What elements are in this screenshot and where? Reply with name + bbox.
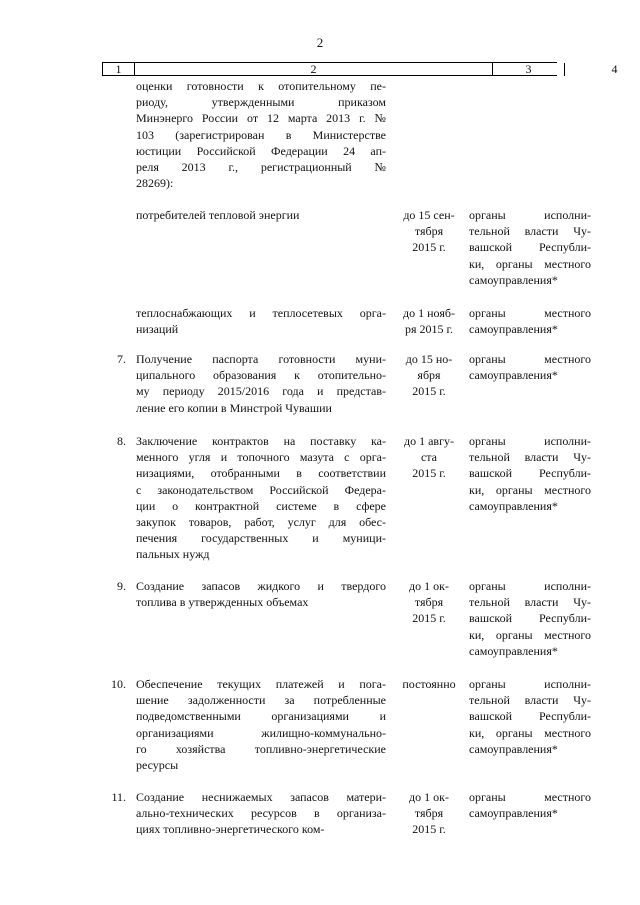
- row-term-line: тября: [414, 595, 444, 610]
- row-text-line: потребителей тепловой энергии: [136, 208, 300, 222]
- row-text-line: реля 2013 г., регистрационный №: [136, 160, 386, 175]
- row-text-line: Минэнерго России от 12 марта 2013 г. №: [136, 111, 386, 126]
- header-col-2: 2: [135, 63, 493, 76]
- row-text-line: му периоду 2015/2016 года и представ-: [136, 384, 386, 399]
- row-term-line: до 1 ок-: [409, 579, 449, 593]
- row-text: [136, 789, 386, 838]
- row-responsible: [469, 789, 591, 821]
- row-text-line: ципального образования к отопительно-: [136, 368, 386, 383]
- row-term-line: до 1 ок-: [409, 790, 449, 804]
- row-text-line: ление его копии в Минстрой Чувашии: [136, 400, 332, 415]
- row-text-line: Обеспечение текущих платежей и пога-: [136, 677, 386, 691]
- row-responsible-line: самоуправления*: [469, 322, 558, 337]
- row-responsible: [469, 578, 591, 659]
- row-responsible-line: самоуправления*: [469, 806, 558, 821]
- row-responsible-line: органы местного: [469, 306, 591, 320]
- row-text-line: подведомственными организациями и: [136, 709, 386, 724]
- row-text-line: закупок товаров, работ, услуг для обес-: [136, 515, 386, 530]
- row-responsible-line: тельной власти Чу-: [469, 450, 591, 465]
- row-text-line: с законодательством Российской Федера-: [136, 482, 386, 497]
- row-text-line: ально-технических ресурсов в организа-: [136, 806, 386, 821]
- row-text-line: Создание неснижаемых запасов матери-: [136, 790, 386, 804]
- row-responsible-line: вашской Республи-: [469, 240, 591, 255]
- row-term-line: 2015 г.: [412, 384, 446, 399]
- row-term-line: ста: [420, 450, 438, 465]
- row-responsible-line: органы исполни-: [469, 208, 591, 222]
- row-text: [136, 78, 386, 191]
- row-term: [393, 789, 465, 838]
- row-text-line: риоду, утвержденными приказом: [136, 95, 386, 110]
- row-text-line: шение задолженности за потребленные: [136, 693, 386, 708]
- row-responsible-line: вашской Республи-: [469, 466, 591, 481]
- row-responsible-line: вашской Республи-: [469, 611, 591, 626]
- row-term: [393, 207, 465, 256]
- row-text-line: менного угля и топочного мазута с орга-: [136, 450, 386, 465]
- row-number: 10.: [111, 677, 126, 691]
- row-responsible-line: самоуправления*: [469, 272, 558, 287]
- row-responsible-line: самоуправления*: [469, 498, 558, 513]
- row-text-line: топлива в утвержденных объемах: [136, 595, 309, 610]
- row-responsible-line: самоуправления*: [469, 368, 558, 383]
- row-term-line: 2015 г.: [412, 822, 446, 837]
- row-text-line: ресурсы: [136, 758, 179, 773]
- row-term-line: до 1 нояб-: [403, 306, 455, 320]
- row-responsible-line: тельной власти Чу-: [469, 224, 591, 239]
- row-term-line: до 15 но-: [405, 352, 453, 366]
- page-number: 2: [316, 35, 324, 50]
- row-text-line: Заключение контрактов на поставку ка-: [136, 434, 386, 448]
- row-responsible-line: органы исполни-: [469, 434, 591, 448]
- row-text-line: низаций: [136, 322, 179, 337]
- row-number: 8.: [117, 434, 126, 448]
- row-responsible-line: вашской Республи-: [469, 709, 591, 724]
- row-text-line: ции о контрактной системе в сфере: [136, 498, 386, 513]
- row-responsible: [469, 207, 591, 288]
- row-responsible-line: органы местного: [469, 790, 591, 804]
- row-text-line: оценки готовности к отопительному пе-: [136, 79, 386, 93]
- row-term-line: ября: [417, 368, 441, 383]
- row-term: [393, 676, 465, 692]
- row-responsible-line: ки, органы местного: [469, 627, 591, 642]
- row-text-line: Получение паспорта готовности муни-: [136, 352, 386, 366]
- row-responsible: [469, 351, 591, 383]
- row-responsible-line: самоуправления*: [469, 643, 558, 658]
- row-term-line: 2015 г.: [412, 611, 446, 626]
- header-col-4: 4: [565, 63, 640, 76]
- row-text-line: Создание запасов жидкого и твердого: [136, 579, 386, 593]
- row-number: 11.: [111, 790, 126, 804]
- row-responsible: [469, 433, 591, 514]
- row-text-line: 103 (зарегистрирован в Министерстве: [136, 127, 386, 142]
- row-term-line: до 1 авгу-: [403, 434, 454, 448]
- row-term-line: тября: [414, 224, 444, 239]
- row-responsible: [469, 305, 591, 337]
- row-responsible-line: ки, органы местного: [469, 256, 591, 271]
- row-term: [393, 305, 465, 337]
- row-responsible-line: самоуправления*: [469, 741, 558, 756]
- row-text: [136, 676, 386, 773]
- row-text: [136, 578, 386, 610]
- row-text-line: печения государственных и муници-: [136, 531, 386, 546]
- row-text-line: организациями жилищно-коммунально-: [136, 725, 386, 740]
- row-term-line: до 15 сен-: [403, 208, 455, 222]
- row-number: 9.: [117, 579, 126, 593]
- row-responsible-line: органы исполни-: [469, 677, 591, 691]
- row-term-line: ря 2015 г.: [404, 322, 454, 337]
- row-text-line: циях топливно-энергетического ком-: [136, 822, 325, 837]
- row-text-line: го хозяйства топливно-энергетические: [136, 741, 386, 756]
- row-text-line: теплоснабжающих и теплосетевых орга-: [136, 306, 386, 320]
- row-responsible-line: органы местного: [469, 352, 591, 366]
- header-col-1: 1: [103, 63, 135, 76]
- row-term-line: тября: [414, 806, 444, 821]
- table-header: [102, 62, 618, 76]
- row-term-line: постоянно: [402, 677, 456, 691]
- row-text: [136, 207, 386, 223]
- row-text: [136, 305, 386, 337]
- row-responsible: [469, 676, 591, 757]
- row-text-line: пальных нужд: [136, 547, 210, 562]
- row-responsible-line: ки, органы местного: [469, 725, 591, 740]
- row-term-line: 2015 г.: [412, 240, 446, 255]
- row-text-line: 28269):: [136, 176, 174, 191]
- row-text-line: юстиции Российской Федерации 24 ап-: [136, 143, 386, 158]
- row-text-line: низациями, отобранными в соответствии: [136, 466, 386, 481]
- row-responsible-line: тельной власти Чу-: [469, 595, 591, 610]
- header-col-3: 3: [493, 63, 565, 76]
- row-responsible-line: ки, органы местного: [469, 482, 591, 497]
- row-responsible-line: тельной власти Чу-: [469, 693, 591, 708]
- row-text: [136, 351, 386, 416]
- row-text: [136, 433, 386, 563]
- row-responsible-line: органы исполни-: [469, 579, 591, 593]
- row-number: 7.: [117, 352, 126, 366]
- row-term: [393, 351, 465, 400]
- row-term-line: 2015 г.: [412, 466, 446, 481]
- row-term: [393, 578, 465, 627]
- row-term: [393, 433, 465, 482]
